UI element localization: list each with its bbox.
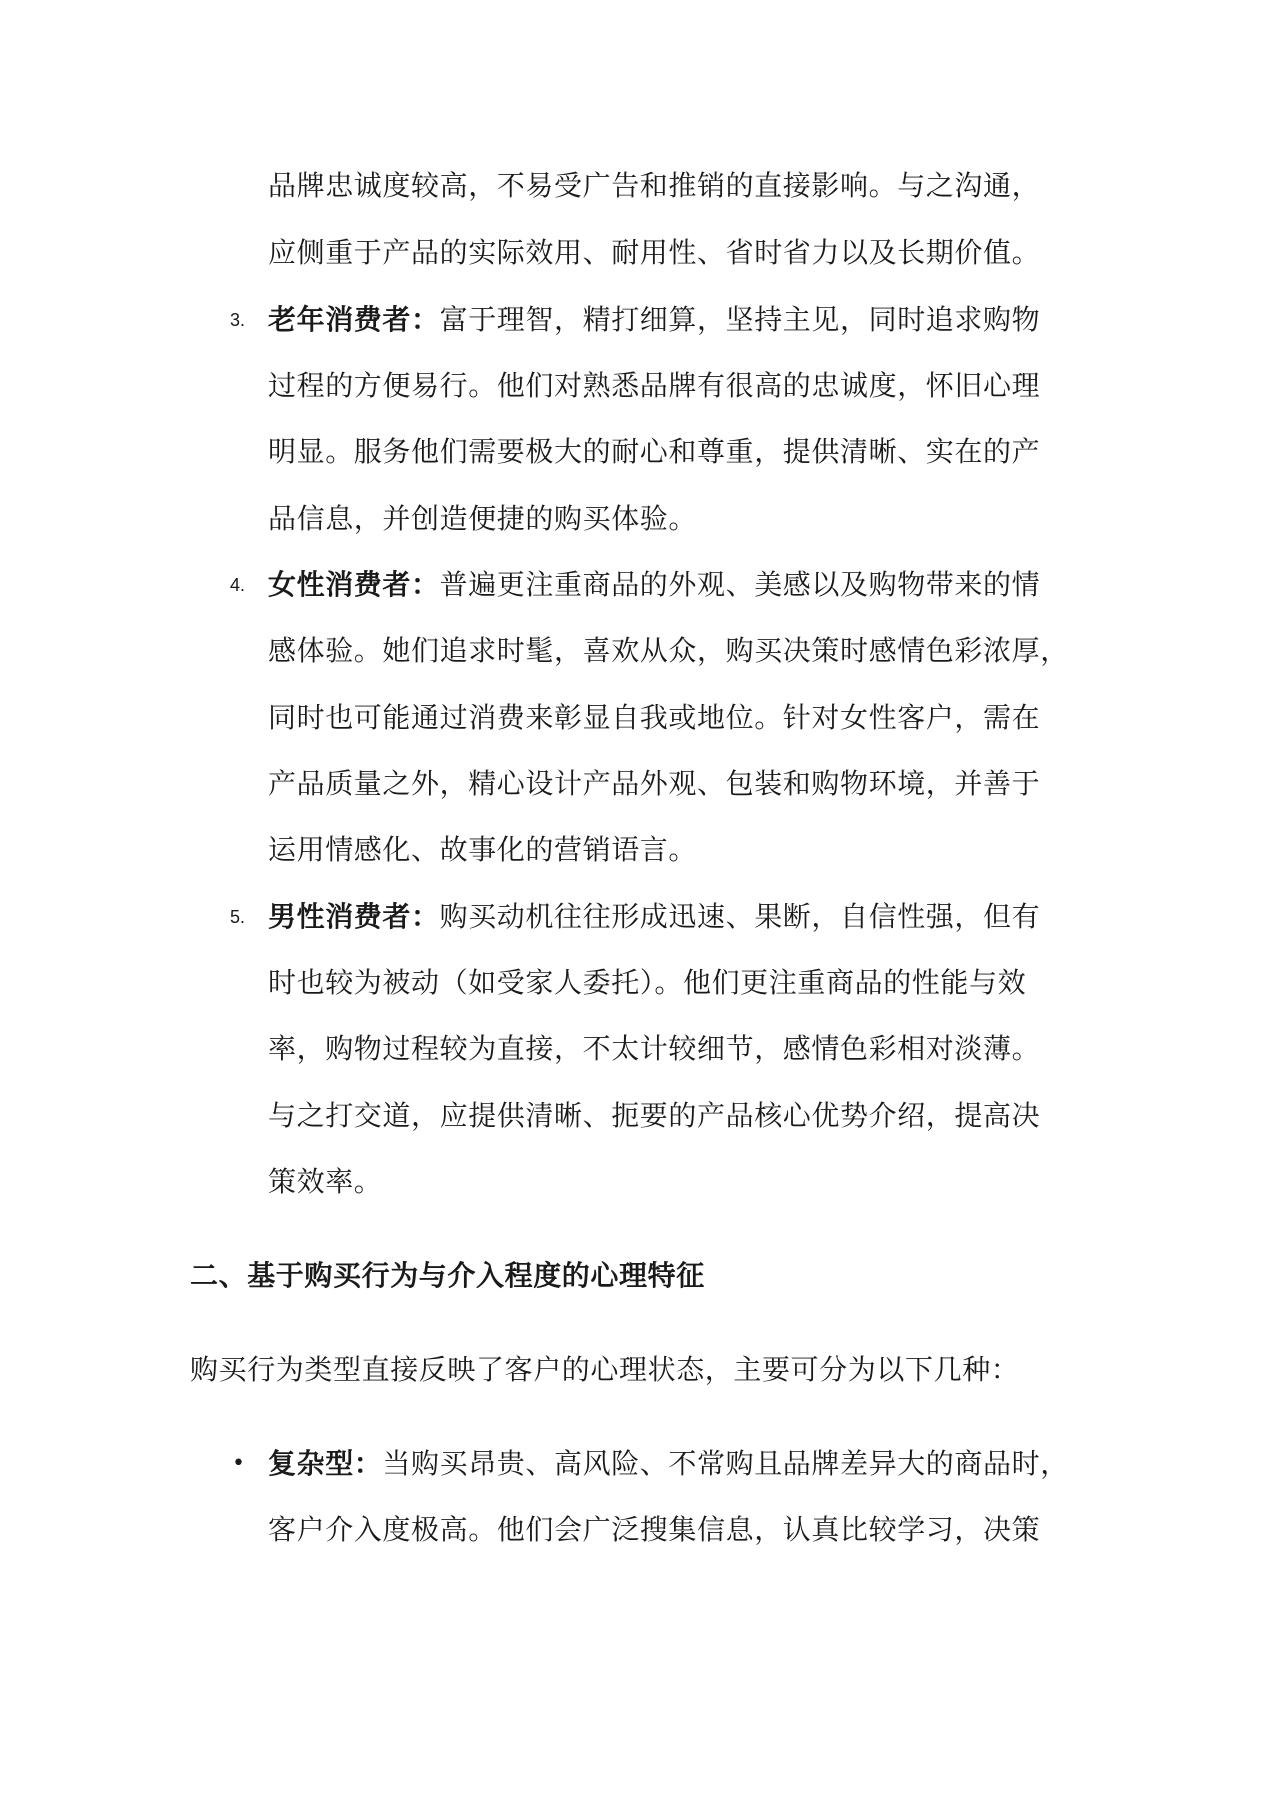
list-item-term: 老年消费者： (268, 303, 440, 336)
bullet-marker: • (232, 1451, 245, 1476)
list-item-line: 运用情感化、故事化的营销语言。 (268, 833, 698, 866)
list-number: 3. (230, 310, 246, 330)
list-item-line: 过程的方便易行。他们对熟悉品牌有很高的忠诚度，怀旧心理 (268, 369, 1041, 402)
list-item-first-line (268, 300, 1040, 340)
list-item-line: 品信息，并创造便捷的购买体验。 (268, 502, 698, 535)
list-item-line: 明显。服务他们需要极大的耐心和尊重，提供清晰、实在的产 (268, 435, 1041, 468)
bullet-item-term: 复杂型： (268, 1447, 383, 1480)
list-item-line: 感体验。她们追求时髦，喜欢从众，购买决策时感情色彩浓厚， (268, 634, 1069, 667)
section-intro: 购买行为类型直接反映了客户的心理状态，主要可分为以下几种： (190, 1353, 1020, 1386)
paragraph-line: 品牌忠诚度较高，不易受广告和推销的直接影响。与之沟通， (268, 169, 1041, 202)
list-item-first-line (268, 565, 1040, 605)
list-item-line: 同时也可能通过消费来彰显自我或地位。针对女性客户，需在 (268, 701, 1041, 734)
list-item-line: 时也较为被动（如受家人委托）。他们更注重商品的性能与效 (268, 966, 1027, 999)
list-number: 5. (230, 907, 246, 927)
list-item-line: 与之打交道，应提供清晰、扼要的产品核心优势介绍，提高决 (268, 1099, 1041, 1132)
bullet-item-line: 客户介入度极高。他们会广泛搜集信息，认真比较学习，决策 (268, 1513, 1041, 1546)
list-item-term: 女性消费者： (268, 568, 440, 601)
paragraph-line: 应侧重于产品的实际效用、耐用性、省时省力以及长期价值。 (268, 236, 1041, 269)
list-item-line: 率，购物过程较为直接，不太计较细节，感情色彩相对淡薄。 (268, 1032, 1041, 1065)
list-item-text: 富于理智，精打细算，坚持主见，同时追求购物 (439, 303, 1041, 336)
list-item-text: 购买动机往往形成迅速、果断，自信性强，但有 (439, 900, 1041, 933)
list-item-text: 普遍更注重商品的外观、美感以及购物带来的情 (439, 568, 1041, 601)
list-item-term: 男性消费者： (268, 900, 440, 933)
list-item-first-line (268, 897, 1040, 937)
list-number: 4. (230, 575, 246, 595)
list-item-line: 产品质量之外，精心设计产品外观、包装和购物环境，并善于 (268, 767, 1041, 800)
list-item-line: 策效率。 (268, 1165, 383, 1198)
bullet-item-text: 当购买昂贵、高风险、不常购且品牌差异大的商品时， (382, 1447, 1069, 1480)
section-heading: 二、基于购买行为与介入程度的心理特征 (190, 1259, 705, 1292)
bullet-item-first-line (268, 1444, 1069, 1484)
